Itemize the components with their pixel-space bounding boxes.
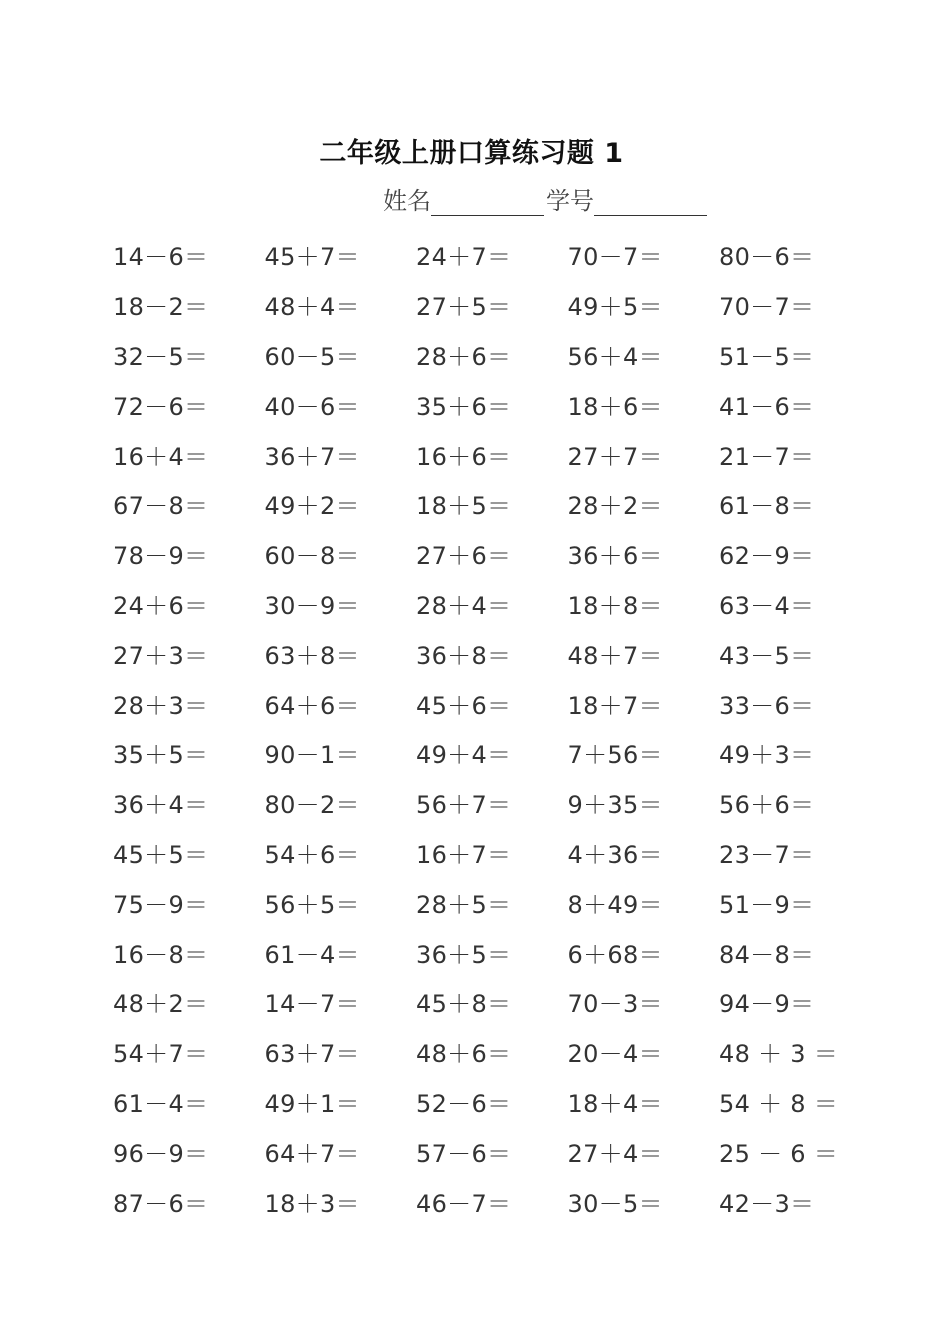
arithmetic-problem: 64＋7＝ (264, 1139, 360, 1168)
arithmetic-problem: 16－8＝ (113, 940, 209, 969)
arithmetic-problem: 18＋3＝ (264, 1189, 360, 1218)
arithmetic-problem: 51－9＝ (719, 890, 815, 919)
arithmetic-problem: 28＋2＝ (567, 492, 663, 521)
arithmetic-problem: 64＋6＝ (264, 691, 360, 720)
arithmetic-problem: 27＋7＝ (567, 442, 663, 471)
arithmetic-problem: 67－8＝ (113, 492, 209, 521)
arithmetic-problem: 18＋8＝ (567, 591, 663, 620)
arithmetic-problem: 28＋6＝ (416, 342, 512, 371)
arithmetic-problem: 94－9＝ (719, 990, 815, 1019)
problem-row (113, 330, 873, 380)
problem-row (113, 877, 873, 927)
arithmetic-problem: 52－6＝ (416, 1089, 512, 1118)
problem-row (113, 479, 873, 529)
problem-row (113, 280, 873, 330)
arithmetic-problem: 35＋5＝ (113, 741, 209, 770)
arithmetic-problem: 45＋6＝ (416, 691, 512, 720)
arithmetic-problem: 45＋5＝ (113, 840, 209, 869)
arithmetic-problem: 48＋7＝ (567, 641, 663, 670)
problem-row (113, 1027, 873, 1077)
arithmetic-problem: 23－7＝ (719, 840, 815, 869)
arithmetic-problem: 60－8＝ (264, 542, 360, 571)
problem-row (113, 429, 873, 479)
arithmetic-problem: 21－7＝ (719, 442, 815, 471)
problem-row (113, 379, 873, 429)
arithmetic-problem: 70－7＝ (719, 293, 815, 322)
arithmetic-problem: 43－5＝ (719, 641, 815, 670)
arithmetic-problem: 78－9＝ (113, 542, 209, 571)
problem-row (113, 529, 873, 579)
arithmetic-problem: 54 ＋ 8 ＝ (719, 1089, 839, 1118)
arithmetic-problem: 27＋4＝ (567, 1139, 663, 1168)
student-number-label: 学号 (546, 187, 594, 215)
arithmetic-problem: 18＋7＝ (567, 691, 663, 720)
arithmetic-problem: 30－9＝ (264, 591, 360, 620)
arithmetic-problem: 36＋5＝ (416, 940, 512, 969)
arithmetic-problem: 49＋4＝ (416, 741, 512, 770)
problem-row (113, 728, 873, 778)
arithmetic-problem: 14－7＝ (264, 990, 360, 1019)
arithmetic-problem: 36＋7＝ (264, 442, 360, 471)
arithmetic-problem: 56＋5＝ (264, 890, 360, 919)
problem-row (113, 778, 873, 828)
arithmetic-problem: 51－5＝ (719, 342, 815, 371)
arithmetic-problem: 54＋6＝ (264, 840, 360, 869)
arithmetic-problem: 87－6＝ (113, 1189, 209, 1218)
arithmetic-problem: 28＋5＝ (416, 890, 512, 919)
arithmetic-problem: 63－4＝ (719, 591, 815, 620)
arithmetic-problem: 18－2＝ (113, 293, 209, 322)
arithmetic-problem: 45＋7＝ (264, 243, 360, 272)
arithmetic-problem: 46－7＝ (416, 1189, 512, 1218)
arithmetic-problem: 20－4＝ (567, 1040, 663, 1069)
arithmetic-problem: 18＋5＝ (416, 492, 512, 521)
arithmetic-problem: 45＋8＝ (416, 990, 512, 1019)
arithmetic-problem: 62－9＝ (719, 542, 815, 571)
arithmetic-problem: 33－6＝ (719, 691, 815, 720)
arithmetic-problem: 25 － 6 ＝ (719, 1139, 839, 1168)
arithmetic-problem: 27＋3＝ (113, 641, 209, 670)
arithmetic-problem: 84－8＝ (719, 940, 815, 969)
arithmetic-problem: 8＋49＝ (567, 890, 663, 919)
arithmetic-problem: 75－9＝ (113, 890, 209, 919)
arithmetic-problem: 24＋6＝ (113, 591, 209, 620)
name-label: 姓名 (383, 187, 431, 215)
arithmetic-problem: 27＋6＝ (416, 542, 512, 571)
arithmetic-problem: 49＋3＝ (719, 741, 815, 770)
arithmetic-problem: 48＋6＝ (416, 1040, 512, 1069)
arithmetic-problem: 7＋56＝ (567, 741, 663, 770)
problem-row (113, 1126, 873, 1176)
problem-row (113, 1176, 873, 1226)
arithmetic-problem: 36＋6＝ (567, 542, 663, 571)
arithmetic-problem: 24＋7＝ (416, 243, 512, 272)
arithmetic-problem: 28＋3＝ (113, 691, 209, 720)
arithmetic-problem: 4＋36＝ (567, 840, 663, 869)
arithmetic-problem: 80－2＝ (264, 791, 360, 820)
arithmetic-problem: 61－4＝ (264, 940, 360, 969)
arithmetic-problem: 28＋4＝ (416, 591, 512, 620)
student-info (383, 181, 709, 216)
arithmetic-problem: 30－5＝ (567, 1189, 663, 1218)
arithmetic-problem: 61－4＝ (113, 1089, 209, 1118)
arithmetic-problem: 90－1＝ (264, 741, 360, 770)
arithmetic-problem: 32－5＝ (113, 342, 209, 371)
arithmetic-problem: 49＋5＝ (567, 293, 663, 322)
arithmetic-problem: 48 ＋ 3 ＝ (719, 1040, 839, 1069)
page-title: 二年级上册口算练习题 1 (319, 138, 624, 169)
student-number-blank (594, 189, 707, 216)
arithmetic-problem: 57－6＝ (416, 1139, 512, 1168)
problem-row (113, 678, 873, 728)
arithmetic-problem: 63＋8＝ (264, 641, 360, 670)
problem-row (113, 927, 873, 977)
arithmetic-problem: 49＋2＝ (264, 492, 360, 521)
arithmetic-problem: 36＋8＝ (416, 641, 512, 670)
arithmetic-problem: 6＋68＝ (567, 940, 663, 969)
problem-row (113, 977, 873, 1027)
arithmetic-problem: 49＋1＝ (264, 1089, 360, 1118)
arithmetic-problem: 36＋4＝ (113, 791, 209, 820)
arithmetic-problem: 48＋2＝ (113, 990, 209, 1019)
arithmetic-problem: 60－5＝ (264, 342, 360, 371)
arithmetic-problem: 56＋6＝ (719, 791, 815, 820)
arithmetic-problem: 42－3＝ (719, 1189, 815, 1218)
arithmetic-problem: 35＋6＝ (416, 392, 512, 421)
arithmetic-problem: 56＋7＝ (416, 791, 512, 820)
arithmetic-problem: 18＋4＝ (567, 1089, 663, 1118)
arithmetic-problem: 14－6＝ (113, 243, 209, 272)
arithmetic-problem: 70－7＝ (567, 243, 663, 272)
arithmetic-problem: 72－6＝ (113, 392, 209, 421)
arithmetic-problem: 16＋6＝ (416, 442, 512, 471)
problem-row (113, 828, 873, 878)
problem-grid (113, 230, 873, 1226)
arithmetic-problem: 96－9＝ (113, 1139, 209, 1168)
arithmetic-problem: 16＋4＝ (113, 442, 209, 471)
arithmetic-problem: 9＋35＝ (567, 791, 663, 820)
arithmetic-problem: 61－8＝ (719, 492, 815, 521)
arithmetic-problem: 41－6＝ (719, 392, 815, 421)
arithmetic-problem: 48＋4＝ (264, 293, 360, 322)
arithmetic-problem: 56＋4＝ (567, 342, 663, 371)
problem-row (113, 230, 873, 280)
problem-row (113, 579, 873, 629)
arithmetic-problem: 16＋7＝ (416, 840, 512, 869)
arithmetic-problem: 80－6＝ (719, 243, 815, 272)
name-blank (431, 189, 544, 216)
problem-row (113, 1077, 873, 1127)
arithmetic-problem: 27＋5＝ (416, 293, 512, 322)
arithmetic-problem: 70－3＝ (567, 990, 663, 1019)
problem-row (113, 628, 873, 678)
arithmetic-problem: 18＋6＝ (567, 392, 663, 421)
arithmetic-problem: 54＋7＝ (113, 1040, 209, 1069)
arithmetic-problem: 40－6＝ (264, 392, 360, 421)
arithmetic-problem: 63＋7＝ (264, 1040, 360, 1069)
